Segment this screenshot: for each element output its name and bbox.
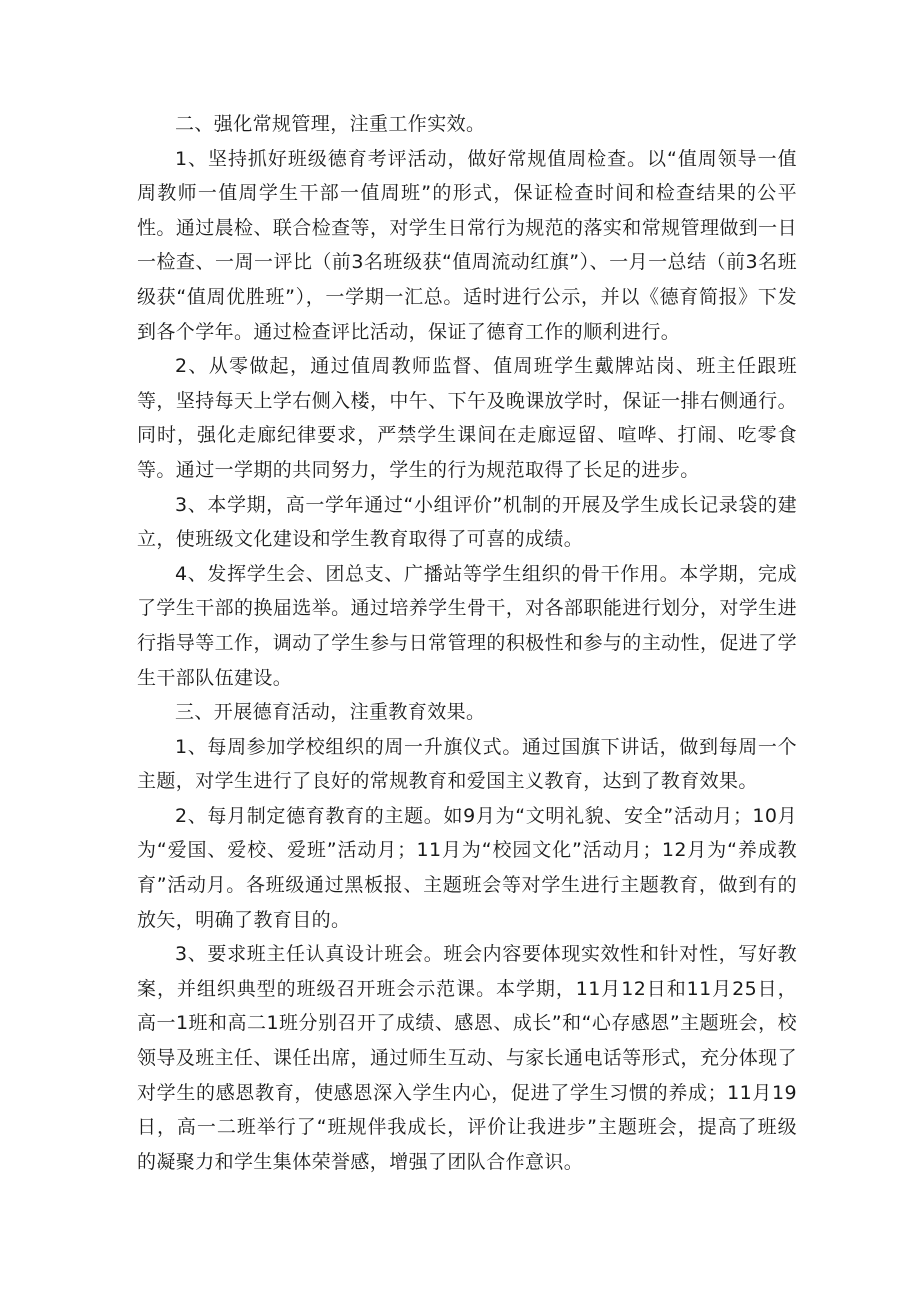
paragraph-2-2: 2、从零做起，通过值周教师监督、值周班学生戴牌站岗、班主任跟班等，坚持每天上学右侧入楼，中午、下午及晚课放学时，保证一排右侧通行。同时，强化走廊纪律要求，严禁学生课间在走廊逗留、喧哗、打闹、吃零食等。通过一学期的共同努力，学生的行为规范取得了长足的进步。 <box>137 355 797 481</box>
paragraph-2-3: 3、本学期，高一学年通过“小组评价”机制的开展及学生成长记录袋的建立，使班级文化建设和学生教育取得了可喜的成绩。 <box>137 493 797 551</box>
paragraph-3-2: 2、每月制定德育教育的主题。如9月为“文明礼貌、安全”活动月；10月为“爱国、爱校、爱班”活动月；11月为“校园文化”活动月；12月为“养成教育”活动月。各班级通过黑板报、主题班会等对学生进行主题教育，做到有的放矢，明确了教育目的。 <box>137 804 797 931</box>
section-heading-2: 二、强化常规管理，注重工作实效。 <box>175 113 486 135</box>
paragraph-3-3: 3、要求班主任认真设计班会。班会内容要体现实效性和针对性，写好教案，并组织典型的班级召开班会示范课。本学期，11月12日和11月25日，高一1班和高二1班分别召开了成绩、感恩、成长”和“心存感恩”主题班会，校领导及班主任、课任出席，通过师生互动、与家长通电话等形式，充分体现了对学生的感恩教育，使感恩深入学生内心，促进了学生习惯的养成；11月19日，高一二班举行了“班规伴我成长，评价让我进步”主题班会，提高了班级的凝聚力和学生集体荣誉感，增强了团队合作意识。 <box>137 943 797 1173</box>
section-heading-3: 三、开展德育活动，注重教育效果。 <box>175 701 486 724</box>
paragraph-2-4: 4、发挥学生会、团总支、广播站等学生组织的骨干作用。本学期，完成了学生干部的换届选举。通过培养学生骨干，对各部职能进行划分，对学生进行指导等工作，调动了学生参与日常管理的积极性和参与的主动性，促进了学生干部队伍建设。 <box>137 562 797 689</box>
paragraph-2-1: 1、坚持抓好班级德育考评活动，做好常规值周检查。以“值周领导一值周教师一值周学生干部一值周班”的形式，保证检查时间和检查结果的公平性。通过晨检、联合检查等，对学生日常行为规范的落实和常规管理做到一日一检查、一周一评比（前3名班级获“值周流动红旗”）、一月一总结（前3名班级获“值周优胜班”），一学期一汇总。适时进行公示，并以《德育简报》下发到各个学年。通过检查评比活动，保证了德育工作的顺利进行。 <box>137 147 797 343</box>
paragraph-3-1: 1、每周参加学校组织的周一升旗仪式。通过国旗下讲话，做到每周一个主题，对学生进行了良好的常规教育和爱国主义教育，达到了教育效果。 <box>137 735 797 793</box>
document-body <box>137 107 797 1179</box>
